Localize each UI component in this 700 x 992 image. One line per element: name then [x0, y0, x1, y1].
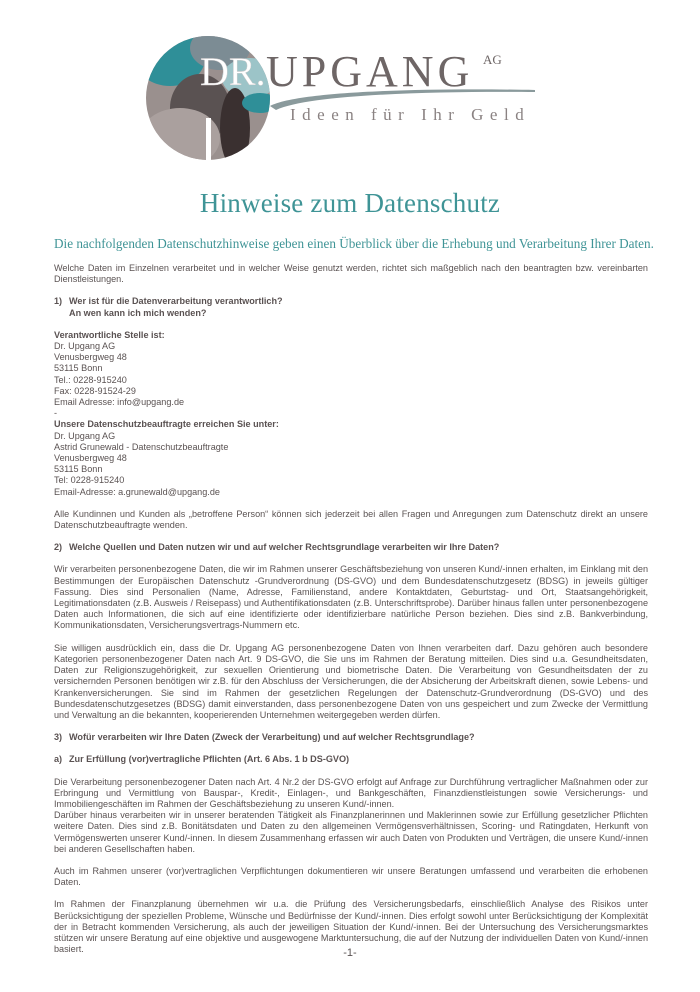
dpo-label: Unsere Datenschutzbeauftragte erreichen Sie unter: — [54, 419, 279, 430]
responsible-line: Dr. Upgang AG — [54, 341, 116, 352]
section-1-heading-line1: Wer ist für die Datenverarbeitung verantwortlich? — [69, 296, 283, 307]
section-3a-paragraph-block — [54, 777, 648, 855]
responsible-line: Fax: 0228-91524-29 — [54, 385, 136, 396]
logo-suffix: AG — [483, 52, 502, 67]
logo-prefix: DR. — [200, 49, 266, 94]
responsible-line: 53115 Bonn — [54, 363, 103, 374]
dpo-line: 53115 Bonn — [54, 464, 103, 475]
dpo-line: Astrid Grunewald - Datenschutzbeauftragte — [54, 441, 229, 452]
logo-graphic — [140, 28, 540, 180]
dpo-line: Tel: 0228-915240 — [54, 475, 125, 486]
section-1-heading-line2: An wen kann ich mich wenden? — [69, 307, 207, 318]
section-3-heading — [54, 732, 648, 743]
responsible-line: Venusbergweg 48 — [54, 352, 127, 363]
responsible-block — [54, 330, 648, 420]
dpo-line: Dr. Upgang AG — [54, 430, 116, 441]
logo-tagline: Ideen für Ihr Geld — [290, 105, 531, 124]
page-number: -1- — [343, 947, 357, 959]
section-3a-paragraph: Auch im Rahmen unserer (vor)vertraglichen Verpflichtungen dokumentieren wir unsere Beratungen umfassend und verarbeiten die erhobenen Daten. — [54, 865, 648, 888]
section-3a-heading-text: Zur Erfüllung (vor)vertragliche Pflichten (Art. 6 Abs. 1 b DS-GVO) — [69, 754, 350, 765]
responsible-line: Tel.: 0228-915240 — [54, 374, 127, 385]
section-3a-paragraph: Die Verarbeitung personenbezogener Daten nach Art. 4 Nr.2 der DS-GVO erfolgt auf Anfrage zur Durchführung vertraglicher Maßnahmen oder zur Erbringung und Vermittlung von Bauspar-, Kredit-, Einlagen-, und Bankgeschäften, Finanzdienstleistungen sowie Versicherungs- und Immobiliengeschäften im Rahmen der Geschäftsbeziehung zu unseren Kund/-innen. — [54, 776, 648, 809]
section-2-paragraph: Wir verarbeiten personenbezogene Daten, die wir im Rahmen unserer Geschäftsbeziehung von unseren Kund/-innen erhalten, im Einklang mit den Bestimmungen der Europäischen Datenschutz -Grundverordnung (DS-GVO) und dem Bundesdatenschutzgesetz (BDSG) in jeweils gültiger Fassung. Dies sind Personalien (Name, Adresse, Familienstand, andere Kontaktdaten, Geburtstag- und Ort, Staatsangehörigkeit, Legitimationsdaten (z.B. Ausweis / Reisepass) und Authentifikationsdaten (z.B. Unterschriftsprobe). Darüber hinaus fallen unter personenbezogene Daten auch Informationen, die sich auf eine identifizierte oder identifizierbare natürliche Person beziehen. Dies sind z.B. Bankverbindung, Kommunikationsdaten, Versicherungsvertrags-Nummern etc. — [54, 564, 648, 631]
section-1-number: 1) — [54, 296, 63, 307]
section-2-number: 2) — [54, 542, 63, 553]
page-subtitle: Die nachfolgenden Datenschutzhinweise geben einen Überblick über die Erhebung und Verarbeitung Ihrer Daten. — [54, 236, 654, 251]
logo-brand-name: UPGANG — [266, 47, 474, 96]
section-3a-heading — [54, 754, 648, 765]
company-logo — [140, 28, 540, 180]
document-body — [54, 263, 648, 966]
section-1-heading — [54, 296, 648, 318]
section-3-heading-text: Wofür verarbeiten wir Ihre Daten (Zweck der Verarbeitung) und auf welcher Rechtsgrundlage? — [69, 732, 475, 743]
section-3a-number: a) — [54, 754, 63, 765]
dpo-line: Email-Adresse: a.grunewald@upgang.de — [54, 486, 220, 497]
section-3a-paragraph: Im Rahmen der Finanzplanung übernehmen wir u.a. die Prüfung des Versicherungsbedarfs, einschließlich Analyse des Risikos unter Berücksichtigung der speziellen Probleme, Wünsche und Bedürfnisse der Kund/-innen. Dies erfolgt sowohl unter Berücksichtigung der Komplexität der in Betracht kommenden Versicherung, als auch der jeweiligen Situation der Kund/-innen. Bei der Untersuchung des Versicherungsmarktes stützen wir unsere Beratung auf eine objektive und ausgewogene Marktuntersuchung, die auf der Nutzung der individuellen Daten von Kund/-innen basiert. — [54, 899, 648, 955]
responsible-label: Verantwortliche Stelle ist: — [54, 329, 165, 340]
dpo-line: Venusbergweg 48 — [54, 453, 127, 464]
dpo-block — [54, 419, 648, 497]
section-2-heading-text: Welche Quellen und Daten nutzen wir und auf welcher Rechtsgrundlage verarbeiten wir Ihre Daten? — [69, 542, 500, 553]
section-2-heading — [54, 542, 648, 553]
separator: - — [54, 408, 58, 419]
intro-paragraph: Welche Daten im Einzelnen verarbeitet und in welcher Weise genutzt werden, richtet sich maßgeblich nach den beantragten bzw. vereinbarten Dienstleistungen. — [54, 263, 648, 285]
section-1-note: Alle Kundinnen und Kunden als „betroffene Person“ können sich jederzeit bei allen Fragen und Anregungen zum Datenschutz direkt an unsere Datenschutzbeauftragte wenden. — [54, 508, 648, 531]
section-3a-paragraph: Darüber hinaus verarbeiten wir in unserer beratenden Tätigkeit als Finanzplanerinnen und Maklerinnen sowie zur Erfüllung gesetzlicher Pflichten weitere Daten. Dies sind z.B. Bonitätsdaten und Daten zu den allgemeinen Vermögensverhältnissen, Scoring- und Ratingdaten, Herkunft von Vermögenswerten unserer Kund/-innen. In diesem Zusammenhang erfassen wir auch Daten von Produkten und Verträgen, die unsere Kund/-innen bei anderen Gesellschaften haben. — [54, 810, 648, 854]
responsible-line: Email Adresse: info@upgang.de — [54, 397, 185, 408]
section-2-paragraph: Sie willigen ausdrücklich ein, dass die Dr. Upgang AG personenbezogene Daten von Ihnen verarbeiten darf. Dazu gehören auch besondere Kategorien personenbezogener Daten nach Art. 9 DS-GVO, die Sie uns im Rahmen der Beratung mitteilen. Dies sind u.a. Gesundheitsdaten, Daten zur Religionszugehörigkeit, zur sexuellen Orientierung und biometrische Daten. Die Verarbeitung von Gesundheitsdaten der zu versichernden Personen benötigen wir z.B. für den Abschluss der Versicherungen, die der Absicherung der Arbeitskraft dienen, sowie Lebens- und Krankenversicherungen. Sie sind im Rahmen der gesetzlichen Regelungen der Datenschutz-Grundverordnung (DS-GVO) und des Bundesdatenschutzgesetzes (BDSG) damit einverstanden, dass personenbezogene Daten von uns gespeichert und zum Zwecke der Vermittlung und Verwaltung an die bekannten, kooperierenden Unternehmen weitergegeben werden dürfen. — [54, 642, 648, 720]
page-title: Hinweise zum Datenschutz — [199, 188, 501, 218]
section-3-number: 3) — [54, 732, 63, 743]
